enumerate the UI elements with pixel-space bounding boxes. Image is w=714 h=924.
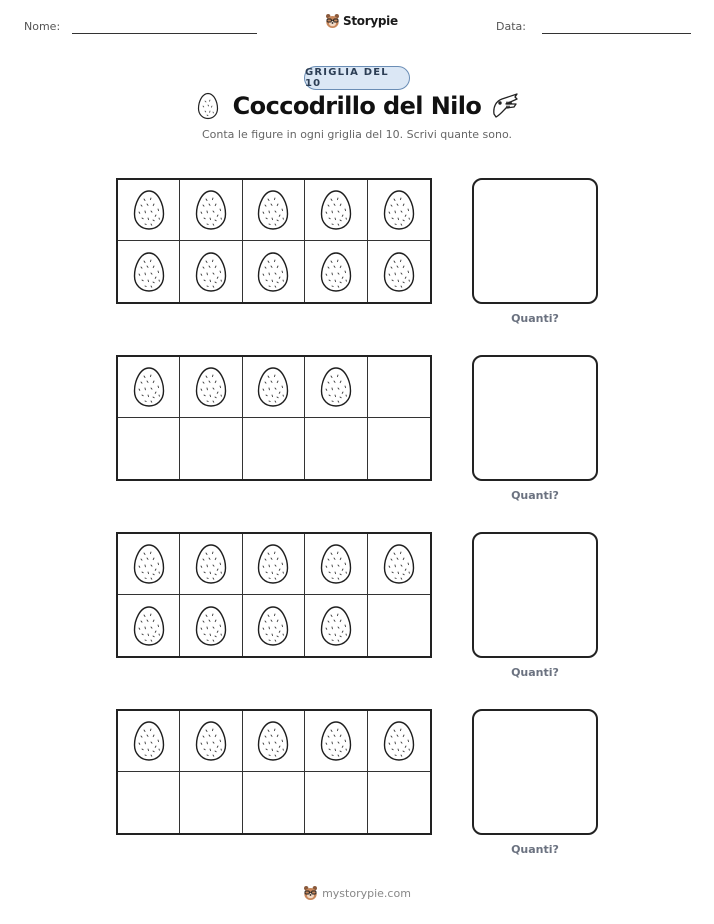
grid-cell bbox=[243, 418, 305, 479]
egg-icon bbox=[256, 366, 290, 408]
category-badge: GRIGLIA DEL 10 bbox=[304, 66, 410, 90]
grid-cell bbox=[368, 534, 430, 595]
egg-icon bbox=[382, 543, 416, 585]
egg-icon bbox=[319, 189, 353, 231]
egg-icon bbox=[132, 251, 166, 293]
egg-icon bbox=[382, 720, 416, 762]
grid-cell bbox=[243, 534, 305, 595]
egg-icon bbox=[132, 720, 166, 762]
brand-name: Storypie bbox=[343, 14, 398, 28]
egg-icon bbox=[194, 189, 228, 231]
ten-frame-grid-3 bbox=[116, 532, 432, 658]
grid-cell bbox=[305, 357, 367, 418]
ten-frame-grid-1 bbox=[116, 178, 432, 304]
grid-cell bbox=[118, 418, 180, 479]
grid-cell bbox=[305, 595, 367, 656]
grid-cell bbox=[243, 180, 305, 241]
date-line[interactable] bbox=[542, 33, 691, 34]
egg-icon bbox=[194, 605, 228, 647]
grid-cell bbox=[305, 180, 367, 241]
answer-label-4: Quanti? bbox=[511, 843, 559, 856]
grid-cell bbox=[368, 595, 430, 656]
answer-label-3: Quanti? bbox=[511, 666, 559, 679]
grid-cell bbox=[118, 241, 180, 302]
answer-label-1: Quanti? bbox=[511, 312, 559, 325]
egg-icon bbox=[194, 720, 228, 762]
grid-cell bbox=[368, 711, 430, 772]
egg-icon bbox=[132, 605, 166, 647]
egg-icon bbox=[319, 605, 353, 647]
name-label: Nome: bbox=[24, 20, 61, 33]
footer-url[interactable]: mystorypie.com bbox=[322, 886, 411, 900]
answer-box-2[interactable] bbox=[472, 355, 598, 481]
grid-cell bbox=[180, 418, 242, 479]
grid-cell bbox=[118, 534, 180, 595]
grid-cell bbox=[180, 357, 242, 418]
brand-logo bbox=[325, 13, 398, 29]
grid-cell bbox=[243, 357, 305, 418]
grid-cell bbox=[243, 241, 305, 302]
egg-icon bbox=[132, 366, 166, 408]
storypie-mascot-icon bbox=[303, 885, 318, 901]
grid-cell bbox=[305, 772, 367, 833]
answer-box-3[interactable] bbox=[472, 532, 598, 658]
egg-icon bbox=[256, 720, 290, 762]
page-title: Coccodrillo del Nilo bbox=[232, 92, 482, 120]
egg-icon bbox=[319, 720, 353, 762]
ten-frame-grid-4 bbox=[116, 709, 432, 835]
storypie-mascot-icon bbox=[325, 13, 340, 29]
egg-icon bbox=[319, 543, 353, 585]
footer bbox=[0, 885, 714, 901]
answer-box-4[interactable] bbox=[472, 709, 598, 835]
grid-cell bbox=[243, 595, 305, 656]
egg-icon bbox=[194, 366, 228, 408]
grid-cell bbox=[368, 180, 430, 241]
grid-cell bbox=[180, 534, 242, 595]
grid-cell bbox=[368, 772, 430, 833]
egg-icon bbox=[194, 251, 228, 293]
grid-cell bbox=[180, 772, 242, 833]
grid-cell bbox=[368, 241, 430, 302]
instructions: Conta le figure in ogni griglia del 10. Scrivi quante sono. bbox=[201, 128, 512, 141]
grid-cell bbox=[305, 711, 367, 772]
answer-box-1[interactable] bbox=[472, 178, 598, 304]
egg-icon bbox=[319, 251, 353, 293]
grid-cell bbox=[118, 772, 180, 833]
egg-icon bbox=[194, 543, 228, 585]
egg-icon bbox=[256, 189, 290, 231]
grid-cell bbox=[243, 772, 305, 833]
egg-icon bbox=[382, 251, 416, 293]
grid-cell bbox=[180, 595, 242, 656]
grid-cell bbox=[243, 711, 305, 772]
grid-cell bbox=[305, 534, 367, 595]
grid-cell bbox=[368, 357, 430, 418]
grid-cell bbox=[118, 180, 180, 241]
egg-icon bbox=[256, 543, 290, 585]
grid-cell bbox=[305, 241, 367, 302]
grid-cell bbox=[305, 418, 367, 479]
grid-cell bbox=[118, 357, 180, 418]
grid-cell bbox=[180, 180, 242, 241]
date-label: Data: bbox=[496, 20, 526, 33]
egg-icon bbox=[256, 605, 290, 647]
grid-cell bbox=[118, 595, 180, 656]
egg-icon bbox=[132, 189, 166, 231]
ten-frame-grid-2 bbox=[116, 355, 432, 481]
egg-icon bbox=[132, 543, 166, 585]
grid-cell bbox=[180, 241, 242, 302]
grid-cell bbox=[118, 711, 180, 772]
grid-cell bbox=[180, 711, 242, 772]
egg-icon bbox=[319, 366, 353, 408]
grid-cell bbox=[368, 418, 430, 479]
crocodile-head-icon bbox=[490, 90, 520, 120]
answer-label-2: Quanti? bbox=[511, 489, 559, 502]
egg-icon bbox=[256, 251, 290, 293]
name-line[interactable] bbox=[72, 33, 257, 34]
egg-icon bbox=[382, 189, 416, 231]
